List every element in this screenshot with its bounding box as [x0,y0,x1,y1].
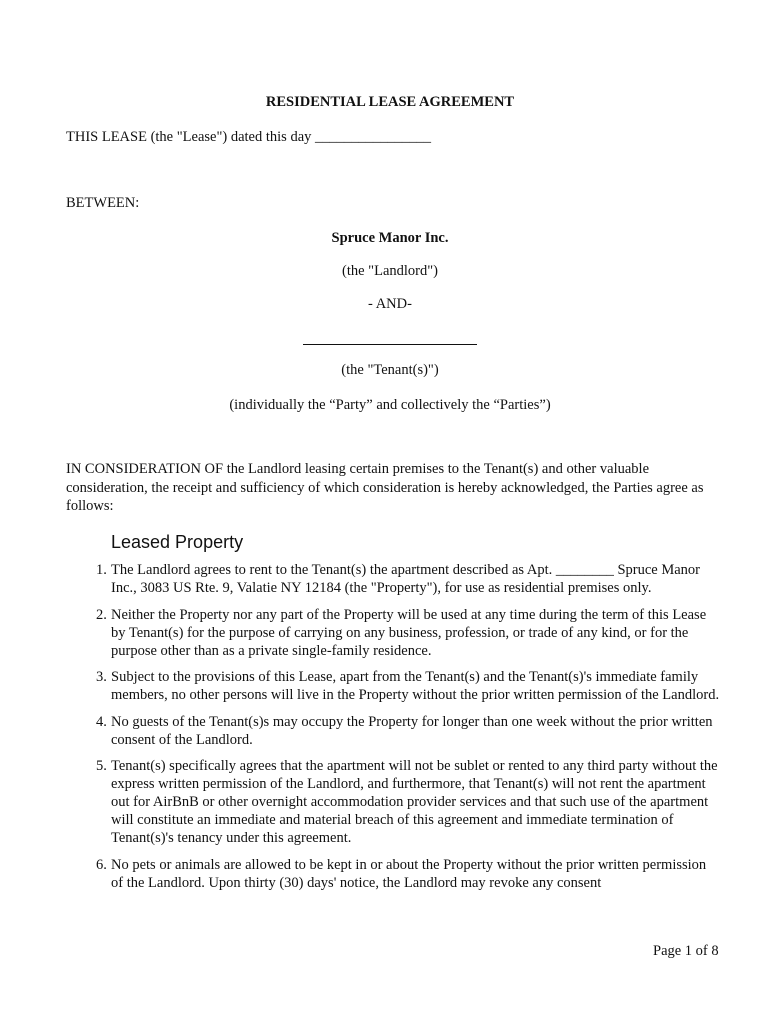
clause-number: 2. [96,606,107,623]
tenant-role-label: (the "Tenant(s)") [341,362,439,378]
tenant-name-blank-line [303,344,477,345]
clause-number: 5. [96,758,107,774]
between-label: BETWEEN: [66,195,140,211]
clause-item [80,606,720,660]
clause-number: 1. [96,562,107,578]
clause-text: The Landlord agrees to rent to the Tenant(s) the apartment described as Apt. ________ Spruce Manor Inc., 3083 US Rte. 9, Valatie NY 12184 (the "Property"), for use as residential premises only. [111,562,701,596]
clause-number: 4. [96,713,107,730]
landlord-role-label: (the "Landlord") [342,263,438,279]
clause-item [80,561,720,597]
clause-text: Neither the Property nor any part of the Property will be used at any time during the term of this Lease by Tenant(s) for the purpose of carrying on any business, profession, or trade of any kind, or for the purpose other than as a private single-family residence. [111,606,707,659]
clause-text: Subject to the provisions of this Lease, apart from the Tenant(s) and the Tenant(s)'s immediate family members, no other persons will live in the Property without the prior written permission of the Landlord. [111,669,720,703]
clause-list [80,561,720,900]
landlord-name: Spruce Manor Inc. [331,230,449,246]
clause-text: Tenant(s) specifically agrees that the apartment will not be sublet or rented to any third party without the express written permission of the Landlord, and furthermore, that Tenant(s) will not rent the apartment out for AirBnB or other overnight accommodation provider services and that such use of the apartment will constitute an immediate and material breach of this agreement and immediate termination of Tenant(s)'s tenancy under this agreement. [111,758,718,846]
page-number: Page 1 of 8 [653,943,719,959]
document-title: RESIDENTIAL LEASE AGREEMENT [265,94,515,110]
section-heading-leased-property: Leased Property [111,532,244,552]
clause-item [80,757,720,847]
lease-date-line: THIS LEASE (the "Lease") dated this day ________________ [66,129,432,145]
clause-text: No guests of the Tenant(s)s may occupy the Property for longer than one week without the prior written consent of the Landlord. [111,713,713,748]
clause-item [80,856,720,892]
and-separator: - AND- [368,296,412,312]
consideration-paragraph: IN CONSIDERATION OF the Landlord leasing certain premises to the Tenant(s) and other valuable consideration, the receipt and sufficiency of which consideration is hereby acknowledged, the Parties agree as follows: [66,461,704,514]
clause-text: No pets or animals are allowed to be kept in or about the Property without the prior written permission of the Landlord. Upon thirty (30) days' notice, the Landlord may revoke any consent [111,856,707,891]
clause-number: 6. [96,856,107,873]
parties-definition: (individually the “Party” and collectively the “Parties”) [229,397,551,413]
clause-item [80,668,720,704]
clause-number: 3. [96,669,107,685]
clause-item [80,713,720,749]
